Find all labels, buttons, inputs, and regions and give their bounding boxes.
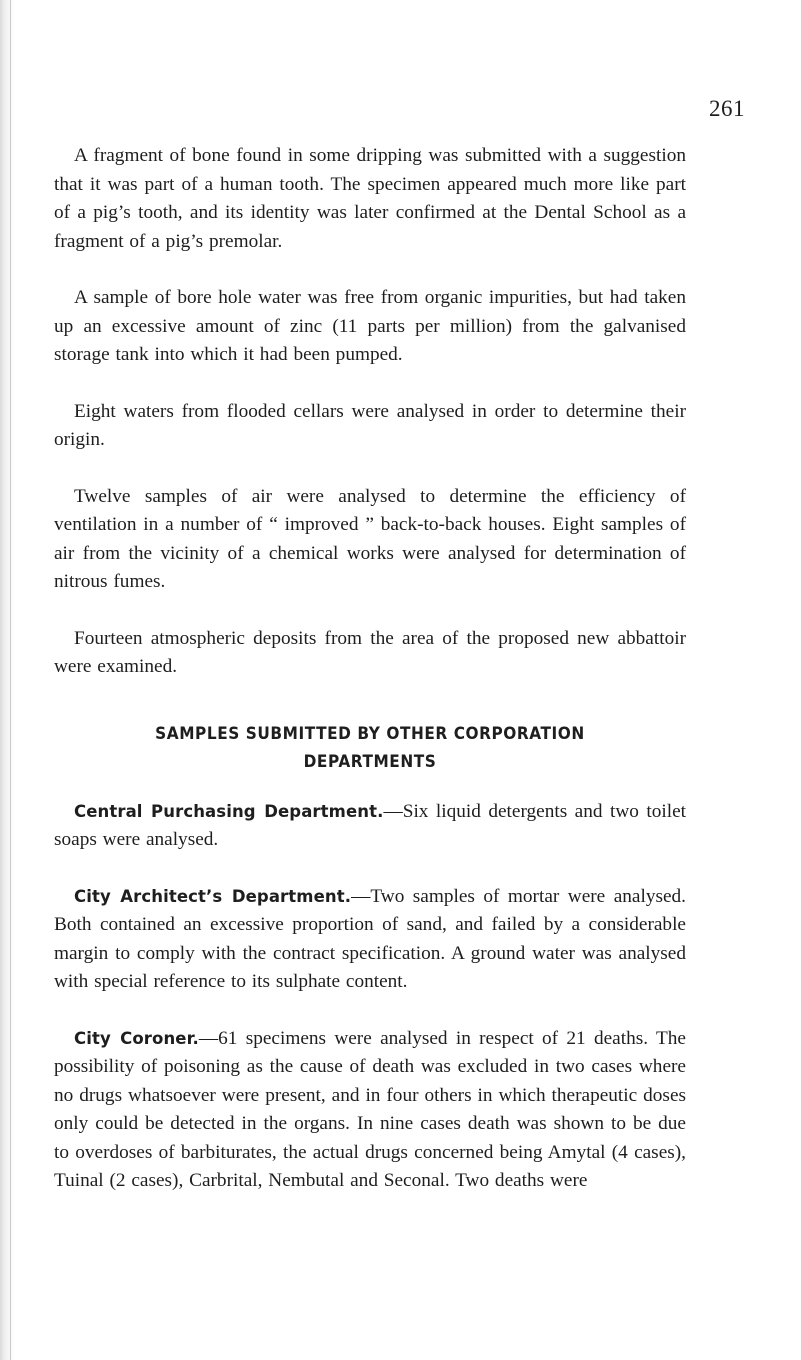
department-text: —Two samples of mortar were analysed. Both contained an excessive proportion of sand, and failed by a considerable margin to comply with the contract specification. A ground water was analysed with special reference to its sulphate content. — [54, 885, 686, 992]
paragraph-air-samples: Twelve samples of air were analysed to determine the efficiency of ventilation in a number of “ improved ” back-to-back houses. Eight samples of air from the vicinity of a chemical works were analysed for determination of nitrous fumes. — [54, 485, 686, 592]
department-text: —61 specimens were analysed in respect of 21 deaths. The possibility of poisoning as the cause of death was excluded in two cases where no drugs whatsoever were present, and in four others in which therapeutic doses only could be detected in the organs. In nine cases death was shown to be due to overdoses of barbiturates, the actual drugs concerned being Amytal (4 cases), Tuinal (2 cases), Carbrital, Nembutal and Seconal. Two deaths were — [54, 1027, 686, 1191]
department-name: City Coroner. — [74, 1028, 199, 1048]
department-text: —Six liquid detergents and two toilet soaps were analysed. — [54, 800, 686, 850]
paragraph-central-purchasing — [54, 798, 686, 855]
section-heading — [76, 720, 664, 776]
department-name: Central Purchasing Department. — [74, 801, 384, 821]
page-number: 261 — [709, 96, 745, 121]
section-heading-line-2: DEPARTMENTS — [303, 751, 437, 771]
page-body — [54, 142, 686, 1196]
paragraph-bore-hole-water: A sample of bore hole water was free from organic impurities, but had taken up an excessive amount of zinc (11 parts per million) from the galvanised storage tank into which it had been pumped. — [54, 287, 686, 365]
section-heading-line-1: SAMPLES SUBMITTED BY OTHER CORPORATION — [155, 723, 585, 743]
paragraph-bone-fragment: A fragment of bone found in some dripping was submitted with a suggestion that it was part of a human tooth. The specimen appeared much more like part of a pig’s tooth, and its identity was later confirmed at the Dental School as a fragment of a pig’s premolar. — [54, 145, 686, 252]
paragraph-flooded-cellars: Eight waters from flooded cellars were analysed in order to determine their origin. — [54, 400, 686, 450]
paragraph-city-coroner — [54, 1025, 686, 1196]
department-name: City Architect’s Department. — [74, 886, 352, 906]
paragraph-atmospheric-deposits: Fourteen atmospheric deposits from the area of the proposed new abbattoir were examined. — [54, 627, 686, 677]
page-binding-line — [10, 0, 11, 1360]
paragraph-city-architect — [54, 883, 686, 997]
page-binding-edge — [0, 0, 14, 1360]
